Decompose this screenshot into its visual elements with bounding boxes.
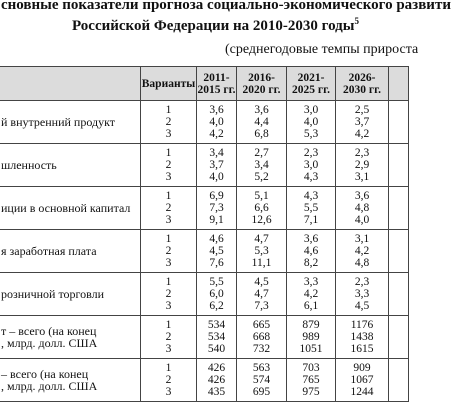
variants-cell: 1 2 3	[141, 359, 197, 402]
variants-cell: 1 2 3	[141, 273, 197, 316]
value-cell: 5,5 6,0 6,2	[197, 273, 237, 316]
value-cell: 2,3 2,9 3,1	[336, 144, 389, 187]
header-indicator	[0, 67, 141, 101]
value-cell: 2,3 3,3 4,5	[336, 273, 389, 316]
cropped-cell	[389, 273, 409, 316]
indicator-cell: шленность	[0, 144, 141, 187]
cropped-cell	[389, 144, 409, 187]
indicator-cell: й внутренний продукт	[0, 101, 141, 144]
value-cell: 563 574 695	[237, 359, 287, 402]
table-row	[0, 101, 409, 144]
cropped-cell	[389, 359, 409, 402]
variants-cell: 1 2 3	[141, 230, 197, 273]
header-period-2011-2015: 2011- 2015 гг.	[197, 67, 237, 101]
value-cell: 3,1 4,2 4,8	[336, 230, 389, 273]
value-cell: 3,4 3,7 4,0	[197, 144, 237, 187]
indicator-cell: я заработная плата	[0, 230, 141, 273]
variants-cell: 1 2 3	[141, 144, 197, 187]
value-cell: 3,0 4,0 5,3	[287, 101, 336, 144]
document-title-line-2	[72, 16, 359, 35]
variants-cell: 1 2 3	[141, 187, 197, 230]
indicator-cell: – всего (на конец , млрд. долл. США	[0, 359, 141, 402]
value-cell: 5,1 6,6 12,6	[237, 187, 287, 230]
value-cell: 4,6 4,5 7,6	[197, 230, 237, 273]
value-cell: 2,3 3,0 4,3	[287, 144, 336, 187]
cropped-cell	[389, 230, 409, 273]
forecast-table	[0, 66, 409, 402]
header-period-2021-2025: 2021- 2025 гг.	[287, 67, 336, 101]
value-cell: 4,3 5,5 7,1	[287, 187, 336, 230]
document-title-line-1: сновные показатели прогноза социально-экономического развити	[1, 0, 451, 13]
document-subtitle: (среднегодовые темпы прироста	[225, 42, 419, 57]
value-cell: 665 668 732	[237, 316, 287, 359]
document-title-line-2-text: Российской Федерации на 2010-2030 годы	[72, 18, 355, 34]
indicator-cell: иции в основной капитал	[0, 187, 141, 230]
table-row	[0, 316, 409, 359]
value-cell: 426 426 435	[197, 359, 237, 402]
value-cell: 6,9 7,3 9,1	[197, 187, 237, 230]
variants-cell: 1 2 3	[141, 101, 197, 144]
header-period-2016-2020: 2016- 2020 гг.	[237, 67, 287, 101]
value-cell: 534 534 540	[197, 316, 237, 359]
header-period-2026-2030: 2026- 2030 гг.	[336, 67, 389, 101]
cropped-cell	[389, 187, 409, 230]
table-row	[0, 359, 409, 402]
cropped-cell	[389, 316, 409, 359]
table-header-row	[0, 67, 409, 101]
cropped-cell	[389, 101, 409, 144]
value-cell: 879 989 1051	[287, 316, 336, 359]
table-row	[0, 144, 409, 187]
value-cell: 3,6 4,8 4,0	[336, 187, 389, 230]
variants-cell: 1 2 3	[141, 316, 197, 359]
indicator-cell: розничной торговли	[0, 273, 141, 316]
value-cell: 2,5 3,7 4,2	[336, 101, 389, 144]
value-cell: 3,6 4,6 8,2	[287, 230, 336, 273]
indicator-cell: т – всего (на конец , млрд. долл. США	[0, 316, 141, 359]
value-cell: 4,7 5,3 11,1	[237, 230, 287, 273]
value-cell: 2,7 3,4 5,2	[237, 144, 287, 187]
value-cell: 3,6 4,0 4,2	[197, 101, 237, 144]
header-variants: Варианты	[141, 67, 197, 101]
value-cell: 909 1067 1244	[336, 359, 389, 402]
value-cell: 3,3 4,2 6,1	[287, 273, 336, 316]
table-row	[0, 230, 409, 273]
value-cell: 3,6 4,4 6,8	[237, 101, 287, 144]
header-cropped	[389, 67, 409, 101]
value-cell: 1176 1438 1615	[336, 316, 389, 359]
table-row	[0, 187, 409, 230]
table-row	[0, 273, 409, 316]
value-cell: 703 765 975	[287, 359, 336, 402]
value-cell: 4,5 4,7 7,3	[237, 273, 287, 316]
footnote-marker: 5	[354, 16, 359, 26]
